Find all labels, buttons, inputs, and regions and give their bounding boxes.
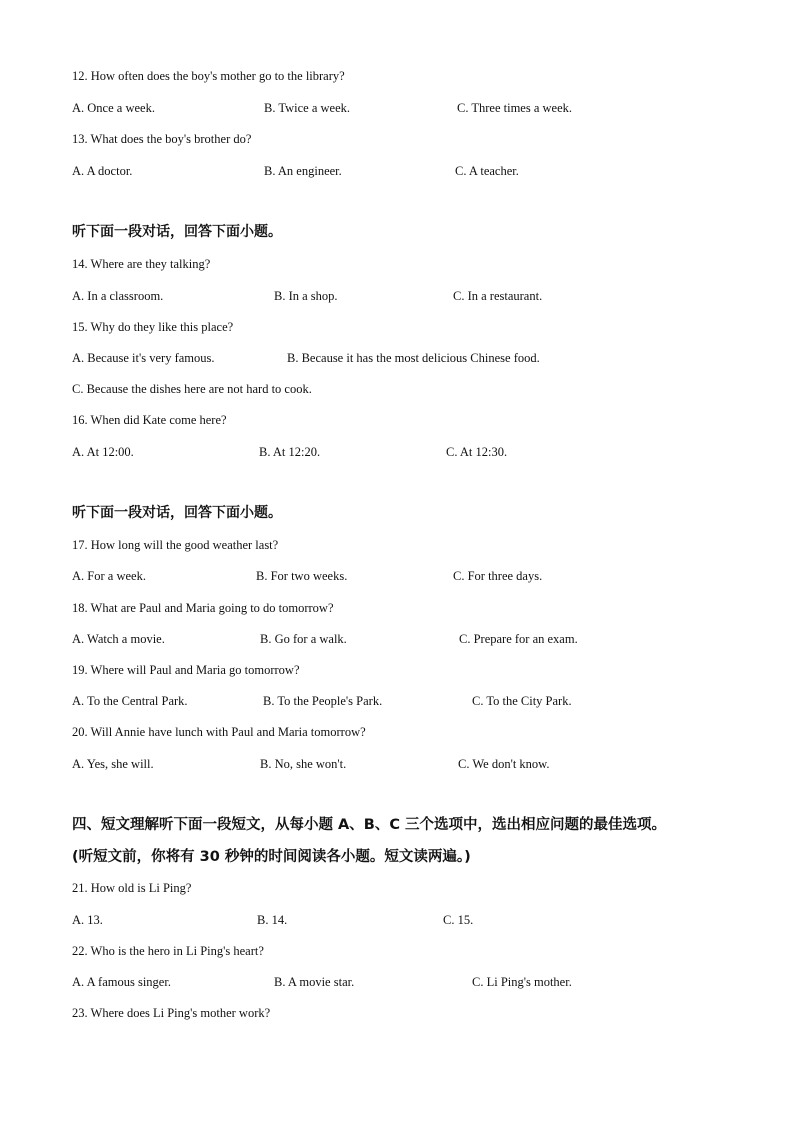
q20-option-b: B. No, she won't. [260,757,347,771]
q19-option-b: B. To the People's Park. [263,694,383,708]
q13-option-b: B. An engineer. [264,164,342,178]
question-14: 14. Where are they talking? [72,257,211,271]
question-22: 22. Who is the hero in Li Ping's heart? [72,944,264,958]
question-20: 20. Will Annie have lunch with Paul and Maria tomorrow? [72,725,366,739]
q12-option-a: A. Once a week. [72,101,155,115]
q22-option-b: B. A movie star. [274,975,355,989]
question-15: 15. Why do they like this place? [72,320,234,334]
question-23: 23. Where does Li Ping's mother work? [72,1006,271,1020]
section-4-note: (听短文前，你将有 30 秒钟的时间阅读各小题。短文读两遍。) [72,849,471,865]
q15-option-a: A. Because it's very famous. [72,351,215,365]
q17-option-c: C. For three days. [453,569,543,583]
q17-option-a: A. For a week. [72,569,146,583]
q21-option-a: A. 13. [72,913,103,927]
q14-option-a: A. In a classroom. [72,289,164,303]
q15-option-c: C. Because the dishes here are not hard to cook. [72,382,312,396]
q15-option-b: B. Because it has the most delicious Chinese food. [287,351,540,365]
q18-option-b: B. Go for a walk. [260,632,347,646]
section-4-instructions: 四、短文理解听下面一段短文，从每小题 A、B、C 三个选项中，选出相应问题的最佳选项。 [72,817,667,833]
q18-option-c: C. Prepare for an exam. [459,632,578,646]
question-19: 19. Where will Paul and Maria go tomorrow? [72,663,300,677]
q16-option-c: C. At 12:30. [446,445,508,459]
q12-option-c: C. Three times a week. [457,101,573,115]
section-heading-2: 听下面一段对话，回答下面小题。 [72,505,282,521]
section-heading-1: 听下面一段对话，回答下面小题。 [72,224,282,240]
q20-option-c: C. We don't know. [458,757,550,771]
question-16: 16. When did Kate come here? [72,413,227,427]
q22-option-a: A. A famous singer. [72,975,171,989]
q17-option-b: B. For two weeks. [256,569,348,583]
q13-option-a: A. A doctor. [72,164,133,178]
q16-option-b: B. At 12:20. [259,445,321,459]
q22-option-c: C. Li Ping's mother. [472,975,572,989]
question-13: 13. What does the boy's brother do? [72,132,252,146]
question-12: 12. How often does the boy's mother go to the library? [72,69,345,83]
q19-option-a: A. To the Central Park. [72,694,188,708]
q14-option-c: C. In a restaurant. [453,289,543,303]
q19-option-c: C. To the City Park. [472,694,572,708]
q16-option-a: A. At 12:00. [72,445,134,459]
q14-option-b: B. In a shop. [274,289,338,303]
q12-option-b: B. Twice a week. [264,101,351,115]
q20-option-a: A. Yes, she will. [72,757,154,771]
question-21: 21. How old is Li Ping? [72,881,192,895]
q21-option-c: C. 15. [443,913,474,927]
q13-option-c: C. A teacher. [455,164,519,178]
question-17: 17. How long will the good weather last? [72,538,279,552]
q18-option-a: A. Watch a movie. [72,632,165,646]
q21-option-b: B. 14. [257,913,288,927]
question-18: 18. What are Paul and Maria going to do tomorrow? [72,601,334,615]
